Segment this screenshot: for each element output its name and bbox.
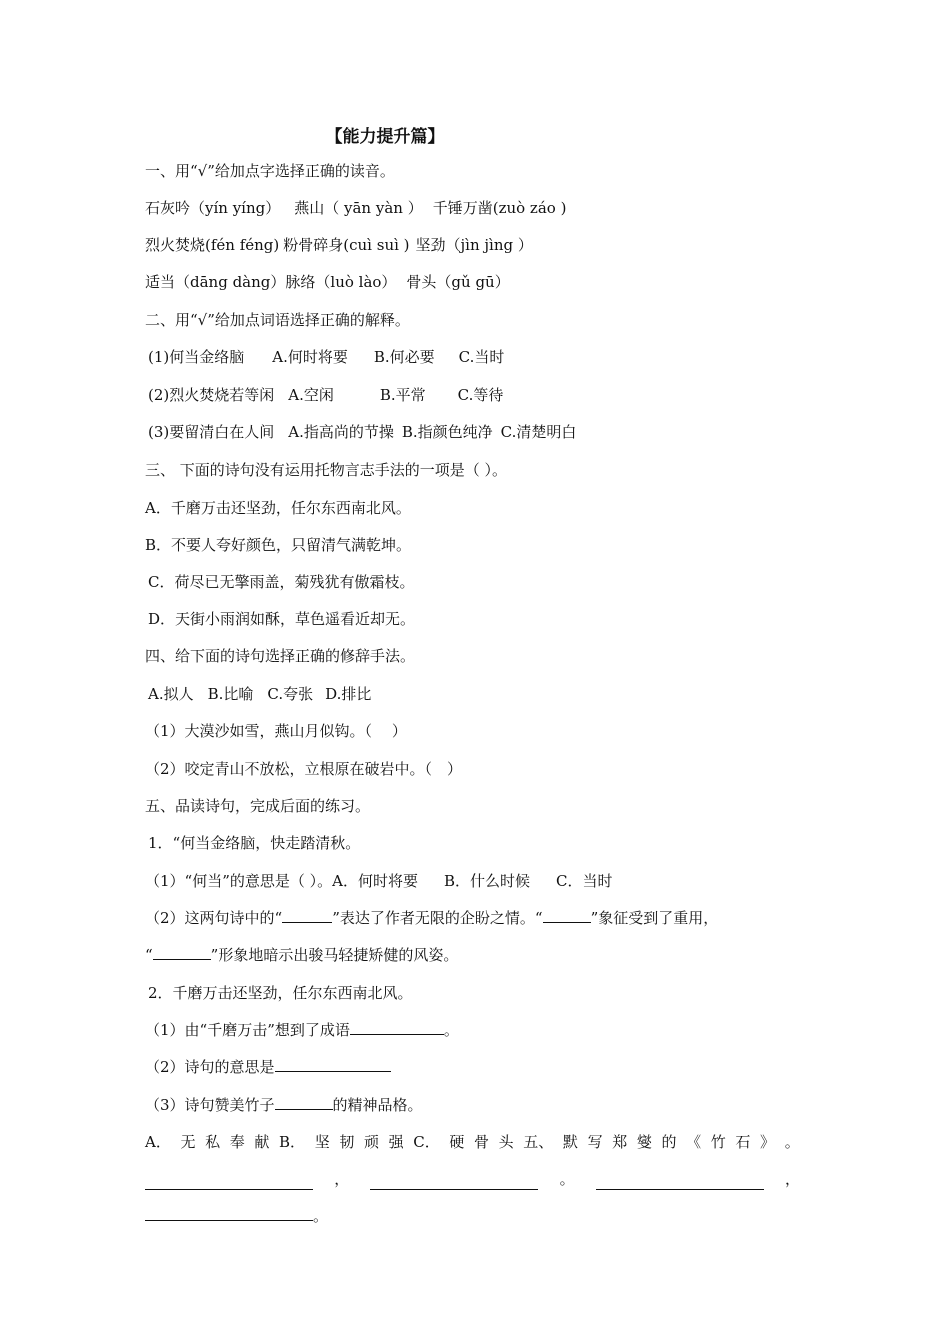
s2-q3-option-c: C.清楚明白 (500, 423, 577, 441)
choice-char: 骨 (474, 1133, 490, 1151)
s5-p1-question-2 (145, 907, 718, 929)
s6-heading-char: 石 (735, 1133, 751, 1151)
choice-char: 奉 (229, 1133, 245, 1151)
s6-heading-char: 写 (587, 1133, 603, 1151)
s4-question-1: （1）大漠沙如雪，燕山月似钩。（ ） (145, 722, 407, 740)
s2-q2-option-c: C.等待 (457, 386, 504, 404)
s1-row-3 (145, 271, 510, 293)
s4-choice-b: B.比喻 (207, 685, 254, 703)
s5-p2-q3-choices-and-s6-heading (145, 1131, 800, 1153)
s1-row-2 (145, 234, 533, 256)
s5-p2-q1-text: 。 (443, 1021, 459, 1039)
s2-q2-stem: (2)烈火焚烧若等闲 (148, 386, 275, 404)
punctuation: 。 (313, 1207, 329, 1225)
page-title: 【能力提升篇】 (325, 127, 445, 147)
poem-line-blank[interactable] (145, 1174, 313, 1190)
s5-p1-question-2-cont (145, 944, 458, 966)
punctuation: ， (784, 1170, 800, 1188)
choice-char: 私 (205, 1133, 221, 1151)
s4-question-2: （2）咬定青山不放松，立根原在破岩中。（ ） (145, 760, 463, 778)
s1-item: 烈火焚烧(fén féng) (145, 236, 280, 254)
s2-q3-option-b: B.指颜色纯净 (401, 423, 493, 441)
s2-question-1 (148, 346, 504, 368)
s2-q1-stem: (1)何当金络脑 (148, 348, 245, 366)
s1-item: 粉骨碎身(cuì suì ) (283, 236, 410, 254)
s5-p1-q2-text: ”象征受到了重用， (590, 909, 719, 927)
s3-option-a: A．千磨万击还坚劲，任尔东西南北风。 (145, 499, 411, 517)
choice-char: 强 (388, 1133, 404, 1151)
answer-blank[interactable] (275, 1094, 333, 1110)
s2-q1-option-b: B.何必要 (373, 348, 435, 366)
s6-heading-char: 默 (562, 1133, 578, 1151)
poem-line-blank[interactable] (596, 1174, 764, 1190)
choice-char: 无 (180, 1133, 196, 1151)
section-4-heading: 四、给下面的诗句选择正确的修辞手法。 (145, 647, 416, 665)
section-2-heading: 二、用“√”给加点词语选择正确的解释。 (145, 311, 410, 329)
s2-q2-option-b: B.平常 (379, 386, 426, 404)
s1-item: 石灰吟（yín yíng） (145, 199, 281, 217)
section-6-number: 五、 (523, 1133, 554, 1151)
answer-blank[interactable] (282, 907, 332, 923)
choice-letter: B． (279, 1133, 306, 1151)
s1-item: 骨头（gǔ gū） (406, 273, 510, 291)
s1-item: 脉络（luò lào） (285, 273, 397, 291)
s1-item: 适当（dāng dàng） (145, 273, 286, 291)
s5-p1-q2-text: ”形象地暗示出骏马轻捷矫健的风姿。 (210, 946, 459, 964)
s1-item: 坚劲（jìn jìng ） (415, 236, 533, 254)
s5-p1-q2-text: ”表达了作者无限的企盼之情。“ (332, 909, 543, 927)
section-3-heading: 三、 下面的诗句没有运用托物言志手法的一项是（ ）。 (145, 461, 508, 479)
s5-part-1-title: 1．“何当金络脑，快走踏清秋。 (148, 834, 361, 852)
s6-answer-row-2 (145, 1205, 328, 1227)
s5-p2-question-2 (145, 1056, 391, 1078)
s5-p2-question-3 (145, 1094, 423, 1116)
s5-p2-q3-text: 的精神品格。 (332, 1096, 423, 1114)
answer-blank[interactable] (543, 907, 591, 923)
s2-q1-option-a: A.何时将要 (272, 348, 348, 366)
s2-q3-option-a: A.指高尚的节操 (288, 423, 394, 441)
s5-p2-q3-text: （3）诗句赞美竹子 (145, 1096, 275, 1114)
choice-char: 坚 (314, 1133, 330, 1151)
choice-char: 硬 (449, 1133, 465, 1151)
s3-option-b: B．不要人夸好颜色，只留清气满乾坤。 (145, 536, 412, 554)
s6-heading-char: 郑 (612, 1133, 628, 1151)
s6-heading-char: 。 (784, 1133, 800, 1151)
s6-answer-row (145, 1168, 800, 1190)
s4-choice-d: D.排比 (325, 685, 372, 703)
answer-blank[interactable] (350, 1019, 444, 1035)
s5-p1-q1-option-b: B．什么时候 (443, 872, 531, 890)
section-5-heading: 五、品读诗句，完成后面的练习。 (145, 797, 371, 815)
s4-choice-c: C.夸张 (267, 685, 314, 703)
s5-p1-q2-text: （2）这两句诗中的“ (145, 909, 283, 927)
choice-char: 顽 (363, 1133, 379, 1151)
choice-letter: C． (413, 1133, 440, 1151)
choice-char: 头 (498, 1133, 514, 1151)
s1-row-1 (145, 197, 566, 219)
choice-char: 韧 (339, 1133, 355, 1151)
s5-p1-q2-text: “ (145, 946, 153, 964)
punctuation: 。 (559, 1170, 575, 1188)
s6-heading-char: 燮 (636, 1133, 652, 1151)
s6-heading-char: 竹 (710, 1133, 726, 1151)
s5-part-2-title: 2．千磨万击还坚劲，任尔东西南北风。 (148, 984, 413, 1002)
choice-char: 献 (254, 1133, 270, 1151)
s3-option-d: D．天街小雨润如酥，草色遥看近却无。 (148, 610, 416, 628)
choice-letter: A． (145, 1133, 171, 1151)
s2-q1-option-c: C.当时 (458, 348, 505, 366)
s5-p1-q1-option-c: C．当时 (556, 872, 613, 890)
s6-heading-char: 《 (686, 1133, 702, 1151)
answer-blank[interactable] (153, 944, 211, 960)
s5-p2-q1-text: （1）由“千磨万击”想到了成语 (145, 1021, 350, 1039)
s4-choice-a: A.拟人 (148, 685, 194, 703)
s3-option-c: C．荷尽已无擎雨盖，菊残犹有傲霜枝。 (148, 573, 415, 591)
s1-item: 燕山（ yān yàn ） (294, 199, 423, 217)
s6-heading-char: 的 (661, 1133, 677, 1151)
s6-heading-char: 》 (760, 1133, 776, 1151)
s5-p2-question-1 (145, 1019, 459, 1041)
s5-p1-q1-stem: （1）“何当”的意思是（ ）。A．何时将要 (145, 872, 418, 890)
s2-q2-option-a: A.空闲 (288, 386, 334, 404)
s2-question-2 (148, 384, 503, 406)
answer-blank[interactable] (275, 1056, 391, 1072)
s5-p2-q2-text: （2）诗句的意思是 (145, 1058, 275, 1076)
section-1-heading: 一、用“√”给加点字选择正确的读音。 (145, 162, 395, 180)
poem-line-blank[interactable] (145, 1205, 313, 1221)
s5-p1-question-1 (145, 870, 613, 892)
s1-item: 千锤万凿(zuò záo ) (432, 199, 567, 217)
punctuation: ， (334, 1170, 350, 1188)
s4-choices (148, 683, 371, 705)
poem-line-blank[interactable] (370, 1174, 538, 1190)
s2-question-3 (148, 421, 576, 443)
s2-q3-stem: (3)要留清白在人间 (148, 423, 275, 441)
